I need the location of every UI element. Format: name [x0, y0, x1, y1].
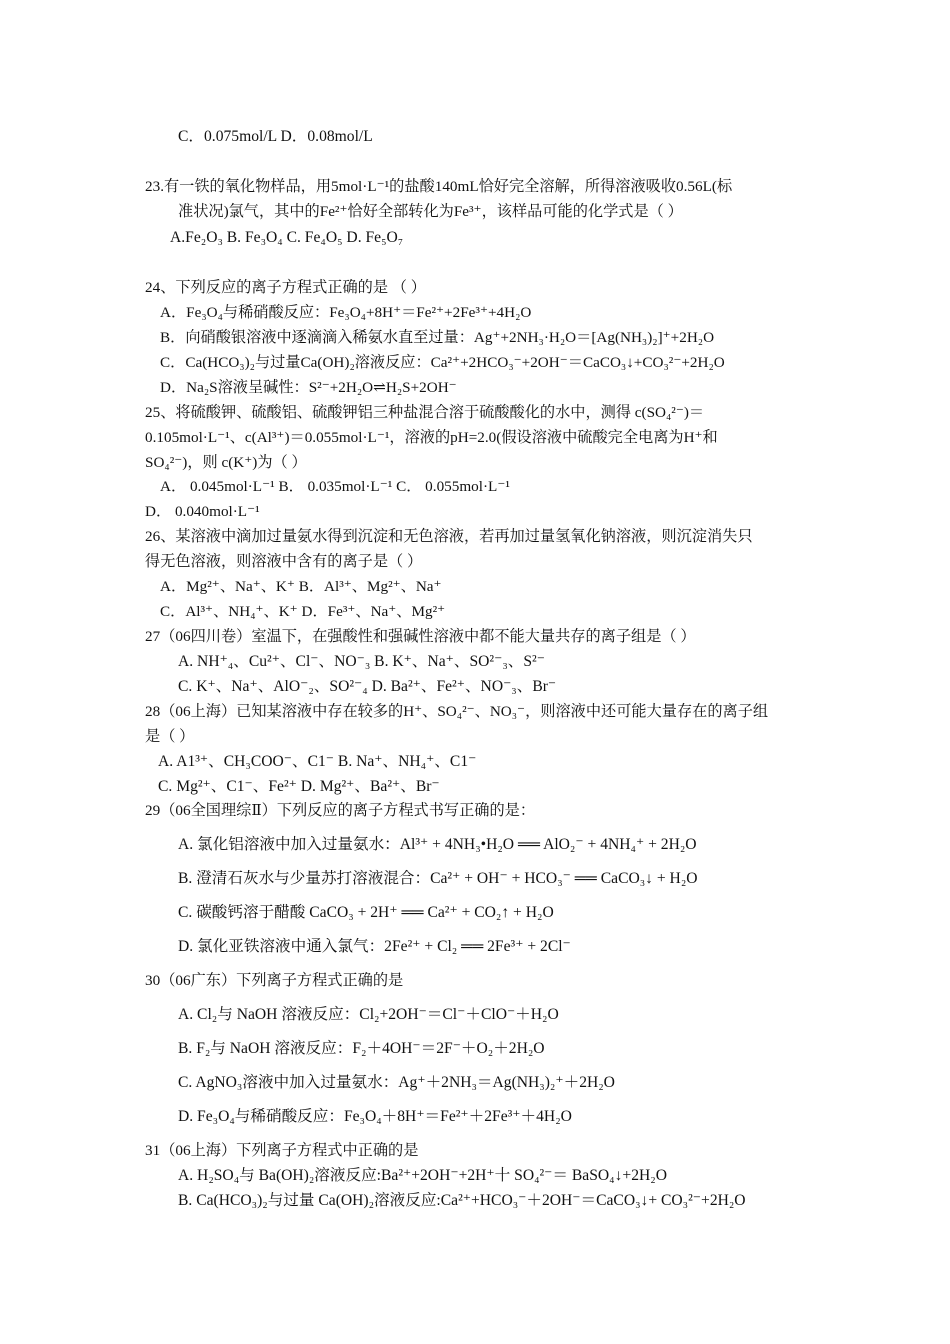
q27-options-cd: C. K⁺、Na⁺、AlO⁻₂、SO²⁻₄ D. Ba²⁺、Fe²⁺、NO⁻₃、Br⁻ [178, 678, 557, 695]
q30-option-c: C. AgNO₃溶液中加入过量氨水：Ag⁺＋2NH₃＝Ag(NH₃)₂⁺＋2H₂O [178, 1074, 615, 1091]
q28-stem-line2: 是（ ） [145, 728, 195, 745]
q28-options-cd: C. Mg²⁺、C1⁻、Fe²⁺ D. Mg²⁺、Ba²⁺、Br⁻ [158, 778, 440, 795]
q25-stem-line2: 0.105mol·L⁻¹、c(Al³⁺)＝0.055mol·L⁻¹，溶液的pH=2.0(假设溶液中硫酸完全电离为H⁺和 [145, 429, 718, 446]
q24-stem: 24、下列反应的离子方程式正确的是 （ ） [145, 279, 426, 296]
q30-stem: 30（06广东）下列离子方程式正确的是 [145, 972, 404, 989]
q25-options-abc: A． 0.045mol·L⁻¹ B． 0.035mol·L⁻¹ C． 0.055mol·L⁻¹ [160, 478, 510, 495]
q23-options: A.Fe₂O₃ B. Fe₃O₄ C. Fe₄O₅ D. Fe₅O₇ [170, 229, 404, 246]
q29-option-c: C. 碳酸钙溶于醋酸 CaCO₃ + 2H⁺ ══ Ca²⁺ + CO₂↑ + H₂O [178, 904, 554, 921]
q29-option-b: B. 澄清石灰水与少量苏打溶液混合：Ca²⁺ + OH⁻ + HCO₃⁻ ══ CaCO₃↓ + H₂O [178, 870, 698, 887]
q31-option-b: B. Ca(HCO₃)₂与过量 Ca(OH)₂溶液反应:Ca²⁺+HCO₃⁻＋2OH⁻＝CaCO₃↓+ CO₃²⁻+2H₂O [178, 1192, 746, 1209]
q24-option-c: C．Ca(HCO₃)₂与过量Ca(OH)₂溶液反应：Ca²⁺+2HCO₃⁻+2OH⁻＝CaCO₃↓+CO₃²⁻+2H₂O [160, 354, 725, 371]
q25-stem-line1: 25、将硫酸钾、硫酸铝、硫酸钾铝三种盐混合溶于硫酸酸化的水中，测得 c(SO₄²⁻)＝ [145, 404, 705, 421]
q30-option-b: B. F₂与 NaOH 溶液反应：F₂＋4OH⁻＝2F⁻＋O₂＋2H₂O [178, 1040, 545, 1057]
q28-options-ab: A. A1³⁺、CH₃COO⁻、C1⁻ B. Na⁺、NH₄⁺、C1⁻ [158, 753, 477, 770]
q29-option-a: A. 氯化铝溶液中加入过量氨水：Al³⁺ + 4NH₃•H₂O ══ AlO₂⁻ + 4NH₄⁺ + 2H₂O [178, 836, 697, 853]
q23-stem-line1: 23.有一铁的氧化物样品，用5mol·L⁻¹的盐酸140mL恰好完全溶解，所得溶液吸收0.56L(标 [145, 178, 733, 195]
q26-options-cd: C．Al³⁺、NH₄⁺、K⁺ D．Fe³⁺、Na⁺、Mg²⁺ [160, 603, 446, 620]
q26-options-ab: A．Mg²⁺、Na⁺、K⁺ B．Al³⁺、Mg²⁺、Na⁺ [160, 578, 442, 595]
q24-option-b: B．向硝酸银溶液中逐滴滴入稀氨水直至过量：Ag⁺+2NH₃·H₂O＝[Ag(NH₃)₂]⁺+2H₂O [160, 329, 715, 346]
q29-option-d: D. 氯化亚铁溶液中通入氯气：2Fe²⁺ + Cl₂ ══ 2Fe³⁺ + 2Cl⁻ [178, 938, 571, 955]
q28-stem-line1: 28（06上海）已知某溶液中存在较多的H⁺、SO₄²⁻、NO₃⁻，则溶液中还可能大量存在的离子组 [145, 703, 769, 720]
q23-stem-line2: 准状况)氯气，其中的Fe²⁺恰好全部转化为Fe³⁺，该样品可能的化学式是（ ） [178, 203, 683, 220]
q27-stem: 27（06四川卷）室温下，在强酸性和强碱性溶液中都不能大量共存的离子组是（ ） [145, 628, 696, 645]
q27-options-ab: A. NH⁺₄、Cu²⁺、Cl⁻、NO⁻₃ B. K⁺、Na⁺、SO²⁻₃、S²⁻ [178, 653, 545, 670]
q25-option-d: D． 0.040mol·L⁻¹ [145, 503, 260, 520]
q30-option-d: D. Fe₃O₄与稀硝酸反应：Fe₃O₄＋8H⁺＝Fe²⁺＋2Fe³⁺＋4H₂O [178, 1108, 572, 1125]
q30-option-a: A. Cl₂与 NaOH 溶液反应：Cl₂+2OH⁻＝Cl⁻＋ClO⁻＋H₂O [178, 1006, 559, 1023]
q25-stem-line3: SO₄²⁻)，则 c(K⁺)为（ ） [145, 454, 307, 471]
q24-option-a: A．Fe₃O₄与稀硝酸反应：Fe₃O₄+8H⁺＝Fe²⁺+2Fe³⁺+4H₂O [160, 304, 532, 321]
q26-stem-line2: 得无色溶液，则溶液中含有的离子是（ ） [145, 553, 423, 570]
q26-stem-line1: 26、某溶液中滴加过量氨水得到沉淀和无色溶液，若再加过量氢氧化钠溶液，则沉淀消失只 [145, 528, 753, 545]
q29-stem: 29（06全国理综Ⅱ）下列反应的离子方程式书写正确的是： [145, 802, 536, 819]
q31-option-a: A. H₂SO₄与 Ba(OH)₂溶液反应:Ba²⁺+2OH⁻+2H⁺十 SO₄²⁻＝ BaSO₄↓+2H₂O [178, 1167, 667, 1184]
q22-options-cd: C．0.075mol/L D．0.08mol/L [178, 128, 373, 145]
q31-stem: 31（06上海）下列离子方程式中正确的是 [145, 1142, 419, 1159]
q24-option-d: D．Na₂S溶液呈碱性：S²⁻+2H₂O⇌H₂S+2OH⁻ [160, 379, 457, 396]
